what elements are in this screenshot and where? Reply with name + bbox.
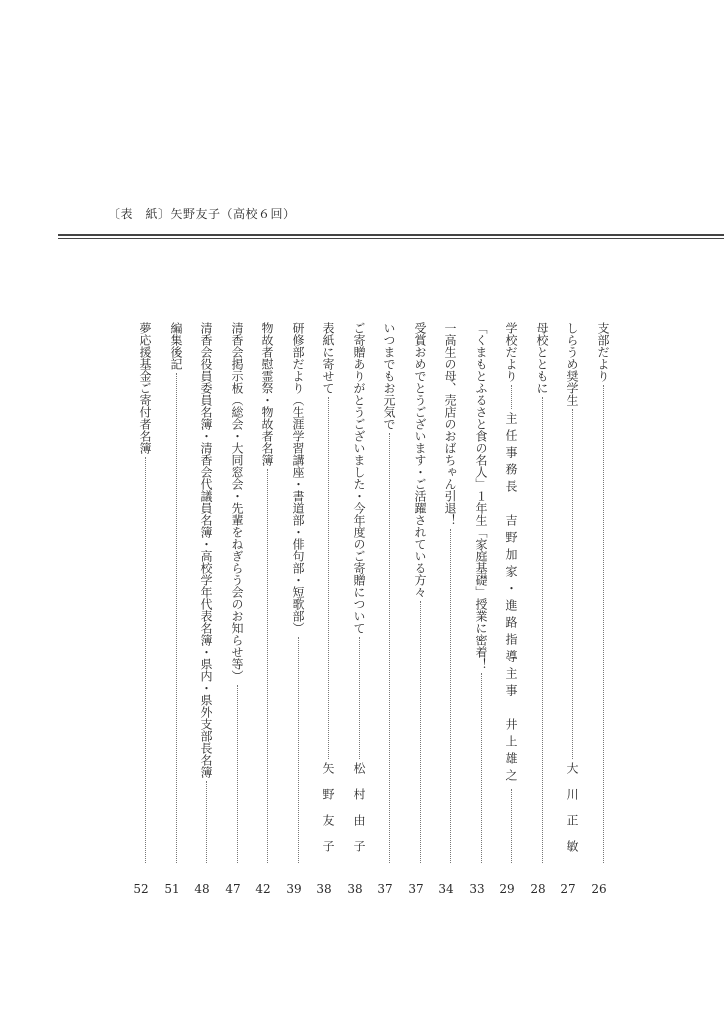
toc-entry [344, 322, 374, 902]
toc-entry-title: 清香会役員委員名簿・清香会代議員名簿・高校学年代表名簿・県内・県外支部長名簿 [199, 322, 213, 778]
table-of-contents [126, 322, 616, 902]
toc-entry-page: 38 [316, 882, 332, 896]
toc-entry [222, 322, 252, 902]
toc-entry-title: いつまでもお元気で [382, 322, 396, 430]
toc-entry-page: 27 [560, 882, 576, 896]
toc-entry [527, 322, 557, 902]
toc-entry-title: 受賞おめでとうございます・ご活躍されている方々 [413, 322, 427, 598]
toc-leader-dots [327, 397, 329, 759]
toc-leader-dots [236, 685, 238, 863]
toc-leader-dots [510, 789, 512, 863]
toc-entry-title: 学校だより [504, 322, 518, 382]
cover-credit: 〔表 紙〕矢野友子（高校６回） [108, 207, 296, 221]
toc-entry [130, 322, 160, 902]
toc-entry [496, 322, 526, 902]
toc-entry-author: 大川正敏 [565, 762, 579, 866]
toc-entry-author: 矢野友子 [321, 762, 335, 866]
toc-entry-page: 47 [225, 882, 241, 896]
toc-leader-dots [449, 529, 451, 863]
toc-entry [557, 322, 587, 902]
toc-entry-title: しらうめ奨学生 [565, 322, 579, 406]
toc-entry [283, 322, 313, 902]
toc-entry-title: 支部だより [596, 322, 610, 382]
toc-entry-page: 42 [255, 882, 271, 896]
toc-leader-dots [510, 385, 512, 409]
toc-leader-dots [144, 457, 146, 863]
toc-entry [313, 322, 343, 902]
toc-entry-page: 29 [499, 882, 515, 896]
toc-entry [435, 322, 465, 902]
toc-leader-dots [266, 469, 268, 863]
toc-entry-page: 51 [164, 882, 180, 896]
toc-entry-page: 37 [377, 882, 393, 896]
toc-entry-title: ご寄贈ありがとうございました・今年度のご寄贈について [352, 322, 366, 634]
toc-entry-page: 38 [347, 882, 363, 896]
toc-entry [466, 322, 496, 902]
toc-entry-title: 夢応援基金ご寄付者名簿 [138, 322, 152, 454]
toc-entry-page: 33 [469, 882, 485, 896]
toc-entry-title: 研修部だより（生涯学習講座・書道部・俳句部・短歌部） [291, 322, 305, 634]
toc-entry-title: 表紙に寄せて [321, 322, 335, 394]
header-rule-thin [58, 238, 724, 239]
toc-leader-dots [419, 601, 421, 863]
toc-entry [252, 322, 282, 902]
toc-leader-dots [541, 397, 543, 863]
toc-entry [405, 322, 435, 902]
toc-entry-page: 26 [591, 882, 607, 896]
toc-entry-title: 一高生の母、売店のおばちゃん引退！ [443, 322, 457, 526]
header-rule-thick [58, 234, 724, 236]
toc-leader-dots [358, 637, 360, 759]
toc-leader-dots [175, 373, 177, 863]
toc-entry-page: 28 [530, 882, 546, 896]
toc-leader-dots [571, 409, 573, 759]
toc-entry [191, 322, 221, 902]
toc-entry-title: 「くまもとふるさと食の名人」１年生「家庭基礎」授業に密着！ [474, 322, 488, 670]
toc-entry-title: 編集後記 [169, 322, 183, 370]
toc-leader-dots [388, 433, 390, 863]
toc-entry [374, 322, 404, 902]
toc-entry-title: 母校とともに [535, 322, 549, 394]
toc-entry-author: 主任事務長 吉野加家・進路指導主事 井上雄之 [504, 412, 518, 786]
toc-leader-dots [297, 637, 299, 863]
toc-entry-page: 52 [133, 882, 149, 896]
toc-entry [588, 322, 618, 902]
toc-leader-dots [602, 385, 604, 863]
toc-entry-page: 34 [438, 882, 454, 896]
toc-entry-page: 39 [286, 882, 302, 896]
toc-entry-title: 清香会掲示板（総会・大同窓会・先輩をねぎらう会のお知らせ等） [230, 322, 244, 682]
toc-entry [161, 322, 191, 902]
toc-entry-title: 物故者慰霊祭・物故者名簿 [260, 322, 274, 466]
toc-entry-page: 48 [194, 882, 210, 896]
toc-leader-dots [205, 781, 207, 863]
toc-leader-dots [480, 673, 482, 863]
toc-entry-author: 松村由子 [352, 762, 366, 866]
toc-entry-page: 37 [408, 882, 424, 896]
